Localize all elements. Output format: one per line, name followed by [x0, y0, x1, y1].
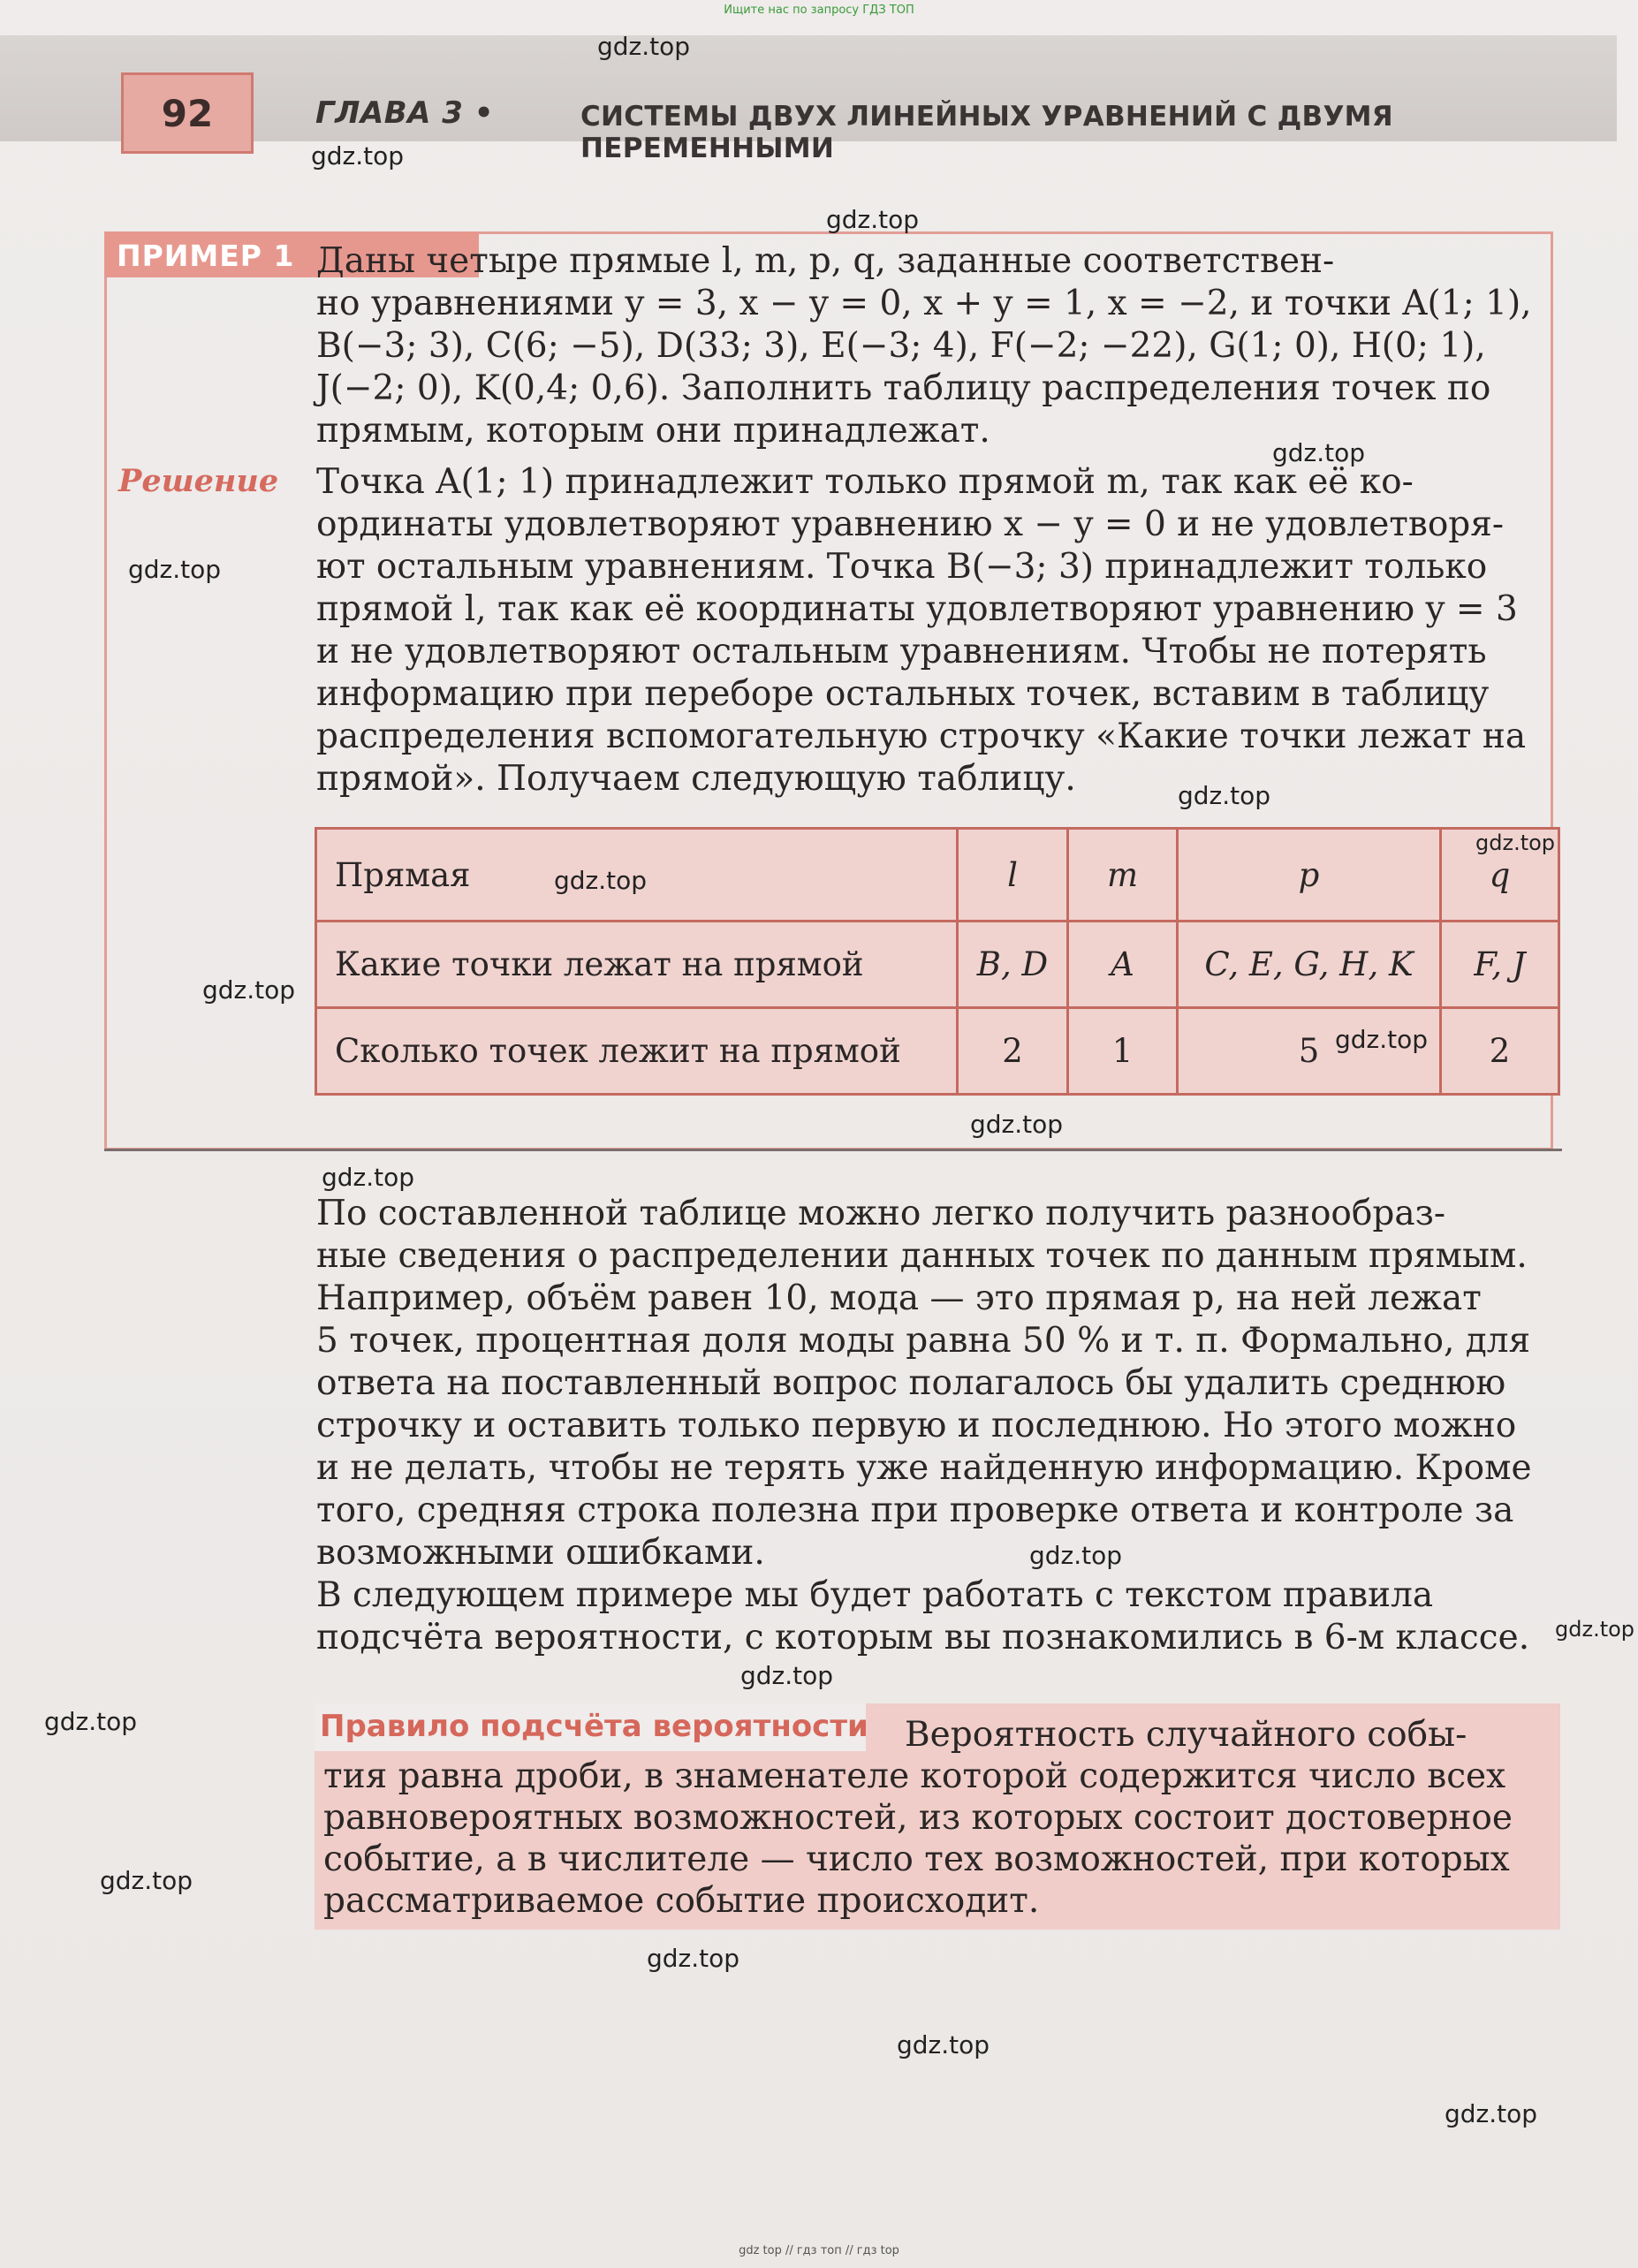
watermark: gdz.top	[970, 1110, 1064, 1139]
rule-label: Правило подсчёта вероятности	[320, 1709, 868, 1744]
watermark: gdz.top	[100, 1866, 193, 1895]
text-line: прямой». Получаем следующую таблицу.	[316, 759, 1076, 799]
table-cell: 1	[1111, 1032, 1134, 1070]
watermark: gdz.top	[1475, 831, 1556, 855]
text-line: и не делать, чтобы не терять уже найденную информацию. Кроме	[316, 1448, 1532, 1488]
text-line: подсчёта вероятности, с которым вы познакомились в 6-м классе.	[316, 1618, 1530, 1657]
page-number: 92	[161, 91, 214, 135]
watermark: gdz.top	[202, 975, 296, 1005]
text-line: тия равна дроби, в знаменателе которой содержится число всех	[323, 1756, 1506, 1796]
table-cell: m	[1106, 855, 1139, 894]
table-cell: 2	[1489, 1032, 1511, 1070]
text-line: В следующем примере мы будет работать с текстом правила	[316, 1575, 1434, 1615]
table-cell: l	[1007, 855, 1018, 894]
table-row-header: Какие точки лежат на прямой	[335, 945, 864, 983]
example-label: ПРИМЕР 1	[117, 239, 295, 273]
top-search-hint[interactable]: Ищите нас по запросу ГДЗ ТОП	[724, 4, 914, 17]
after-table-text	[316, 1193, 1562, 1574]
text-line: но уравнениями y = 3, x − y = 0, x + y = 1, x = −2, и точки A(1; 1),	[316, 284, 1532, 323]
text-line: J(−2; 0), K(0,4; 0,6). Заполнить таблицу распределения точек по	[316, 368, 1491, 408]
text-line: строчку и оставить только первую и последнюю. Но этого можно	[316, 1406, 1517, 1445]
text-line: равновероятных возможностей, из которых состоит достоверное	[323, 1798, 1513, 1838]
watermark: gdz.top	[647, 1944, 740, 1973]
example-statement	[316, 240, 1562, 452]
table-cell: F, J	[1474, 945, 1526, 983]
next-example-intro	[316, 1574, 1562, 1659]
watermark: gdz.top	[1178, 781, 1271, 810]
table-cell: p	[1298, 855, 1320, 894]
text-line: рассматриваемое событие происходит.	[323, 1881, 1040, 1921]
text-line: информацию при переборе остальных точек, вставим в таблицу	[316, 674, 1490, 714]
text-line: того, средняя строка полезна при проверке ответа и контроле за	[316, 1491, 1514, 1530]
chapter-title: СИСТЕМЫ ДВУХ ЛИНЕЙНЫХ УРАВНЕНИЙ С ДВУМЯ ПЕРЕМЕННЫМИ	[580, 101, 1393, 164]
watermark: gdz.top	[128, 555, 222, 584]
table-row-header: Сколько точек лежит на прямой	[335, 1032, 901, 1070]
rule-text	[323, 1714, 1555, 1922]
text-line: событие, а в числителе — число тех возможностей, при которых	[323, 1839, 1510, 1879]
watermark: gdz.top	[897, 2030, 990, 2059]
text-line: ные сведения о распределении данных точек по данным прямым.	[316, 1236, 1528, 1276]
watermark: gdz.top	[826, 205, 920, 234]
table-cell: q	[1489, 855, 1511, 894]
text-line: B(−3; 3), C(6; −5), D(33; 3), E(−3; 4), F(−2; −22), G(1; 0), H(0; 1),	[316, 326, 1486, 366]
chapter-label: ГЛАВА 3 •	[315, 95, 495, 131]
text-line: Вероятность случайного собы-	[905, 1715, 1467, 1755]
table-cell: 2	[1002, 1032, 1023, 1070]
page-number-box	[121, 72, 254, 154]
solution-label: Решение	[118, 463, 279, 499]
solution-text	[316, 461, 1562, 800]
watermark: gdz.top	[44, 1707, 138, 1736]
table-cell: 5	[1298, 1032, 1320, 1070]
table-cell: B, D	[976, 945, 1049, 983]
distribution-table	[315, 827, 1560, 1096]
watermark: gdz.top	[1335, 1025, 1429, 1054]
watermark: gdz.top	[1272, 438, 1366, 467]
text-line: прямым, которым они принадлежат.	[316, 411, 990, 451]
text-line: ординаты удовлетворяют уравнению x − y = 0 и не удовлетворя-	[316, 504, 1505, 544]
text-line: распределения вспомогательную строчку «Какие точки лежат на	[316, 717, 1527, 756]
watermark: gdz.top	[1029, 1541, 1123, 1570]
watermark: gdz.top	[554, 866, 648, 895]
watermark: gdz.top	[1555, 1617, 1635, 1642]
watermark: gdz.top	[1445, 2099, 1538, 2128]
table-cell: A	[1111, 945, 1134, 983]
text-line: По составленной таблице можно легко получить разнообраз-	[316, 1194, 1446, 1233]
table-cell: C, E, G, H, K	[1204, 945, 1414, 983]
text-line: 5 точек, процентная доля моды равна 50 % и т. п. Формально, для	[316, 1321, 1531, 1361]
text-line: ют остальным уравнениям. Точка B(−3; 3) принадлежит только	[316, 547, 1488, 587]
watermark: gdz.top	[322, 1163, 415, 1192]
text-line: Например, объём равен 10, мода — это прямая p, на ней лежат	[316, 1278, 1482, 1318]
watermark: gdz.top	[740, 1661, 834, 1690]
divider-line	[104, 1149, 1562, 1151]
watermark: gdz.top	[311, 141, 405, 171]
table-row-header: Прямая	[335, 855, 471, 894]
text-line: Даны четыре прямые l, m, p, q, заданные соответствен-	[316, 241, 1335, 281]
text-line: прямой l, так как её координаты удовлетворяют уравнению y = 3	[316, 589, 1518, 629]
watermark: gdz.top	[597, 32, 691, 61]
text-line: возможными ошибками.	[316, 1533, 765, 1573]
text-line: Точка A(1; 1) принадлежит только прямой m, так как её ко-	[316, 462, 1414, 502]
text-line: ответа на поставленный вопрос полагалось бы удалить среднюю	[316, 1363, 1506, 1403]
text-line: и не удовлетворяют остальным уравнениям. Чтобы не потерять	[316, 632, 1487, 671]
bottom-hint: gdz top // гдз топ // гдз top	[739, 2244, 899, 2257]
